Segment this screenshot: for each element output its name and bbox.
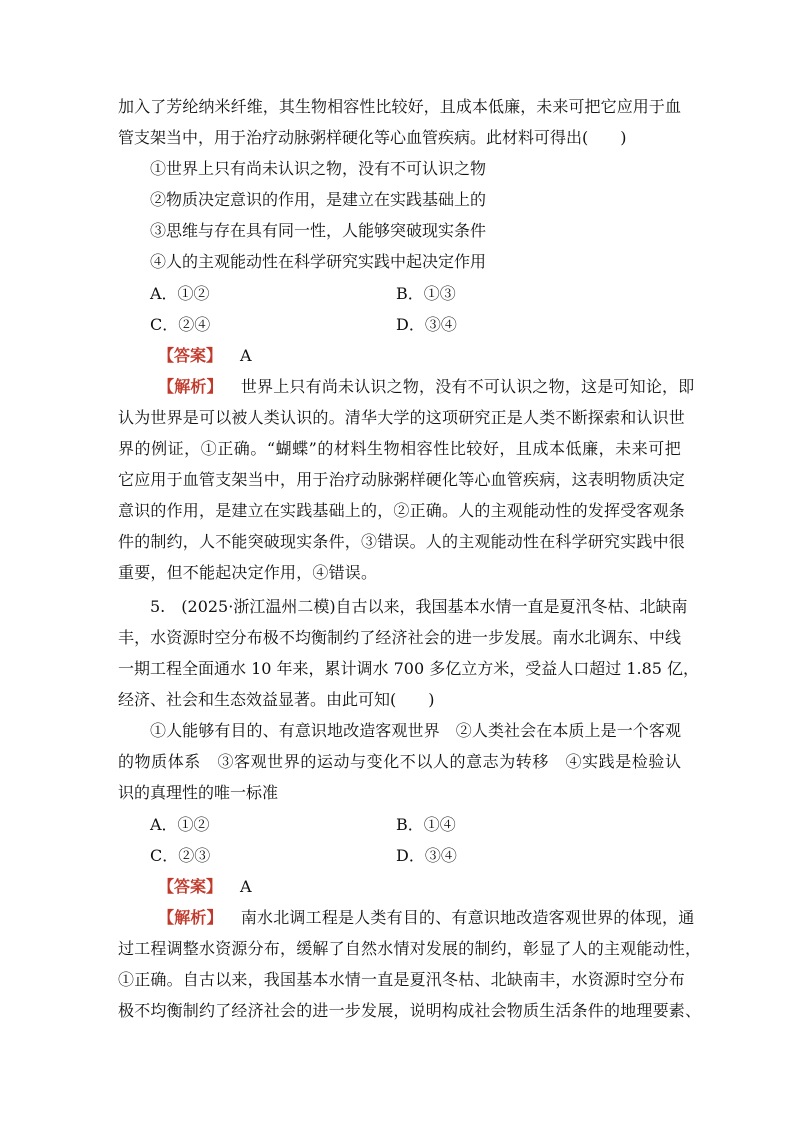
q4-option-a: A．①② [150, 284, 210, 303]
q5-explanation-tag: 【解析】 [158, 908, 223, 927]
q4-option-b: B．①③ [396, 284, 456, 303]
q5-option-b: B．①④ [396, 815, 456, 834]
q4-stem-line-2: 管支架当中，用于治疗动脉粥样硬化等心血管疾病。此材料可得出( ) [118, 128, 627, 147]
q4-answer-tag: 【答案】 [158, 346, 223, 365]
q5-explanation-line-1 [158, 908, 695, 928]
q4-answer [158, 346, 252, 366]
q5-option-c: C．②③ [150, 846, 211, 865]
q4-answer-value: A [240, 346, 252, 365]
q4-explanation-line-3: 界的例证，①正确。“蝴蝶”的材料生物相容性比较好，且成本低廉，未来可把 [118, 439, 681, 458]
q5-statements-line-1: ①人能够有目的、有意识地改造客观世界 ②人类社会在本质上是一个客观 [150, 721, 681, 740]
q4-explanation-tag: 【解析】 [158, 377, 223, 396]
q5-option-d: D．③④ [396, 846, 457, 865]
q4-explanation-line-7: 重要，但不能起决定作用，④错误。 [118, 563, 378, 582]
q5-answer-tag: 【答案】 [158, 877, 223, 896]
q5-option-a: A．①② [150, 815, 210, 834]
q4-explanation-line-5: 意识的作用，是建立在实践基础上的，②正确。人的主观能动性的发挥受客观条 [118, 501, 686, 520]
q4-statement-1: ①世界上只有尚未认识之物，没有不可认识之物 [150, 159, 487, 178]
q5-statements-line-3: 识的真理性的唯一标准 [118, 783, 279, 802]
q5-stem-line-1: 5. (2025·浙江温州二模)自古以来，我国基本水情一直是夏汛冬枯、北缺南 [150, 597, 688, 616]
q4-statement-4: ④人的主观能动性在科学研究实践中起决定作用 [150, 252, 487, 271]
q5-stem-line-3: 一期工程全面通水 10 年来，累计调水 700 多亿立方米，受益人口超过 1.85 亿， [118, 659, 700, 678]
q4-explanation-line-6: 件的制约，人不能突破现实条件，③错误。人的主观能动性在科学研究实践中很 [118, 532, 686, 551]
q5-answer-value: A [240, 877, 252, 896]
q5-explanation-line-3: ①正确。自古以来，我国基本水情一直是夏汛冬枯、北缺南丰，水资源时空分布 [118, 970, 686, 989]
q5-statements-line-2: 的物质体系 ③客观世界的运动与变化不以人的意志为转移 ④实践是检验认 [118, 752, 681, 771]
q4-explanation-line-2: 认为世界是可以被人类认识的。清华大学的这项研究正是人类不断探索和认识世 [118, 408, 686, 427]
q4-stem-line-1: 加入了芳纶纳米纤维，其生物相容性比较好，且成本低廉，未来可把它应用于血 [118, 97, 681, 116]
q4-option-d: D．③④ [396, 315, 457, 334]
q5-explanation-line-4: 极不均衡制约了经济社会的进一步发展，说明构成社会物质生活条件的地理要素、 [118, 1001, 702, 1020]
q5-explanation-text-1: 南水北调工程是人类有目的、有意识地改造客观世界的体现，通 [240, 908, 695, 927]
q4-option-c: C．②④ [150, 315, 211, 334]
q4-explanation-text-1: 世界上只有尚未认识之物，没有不可认识之物，这是可知论，即 [240, 377, 695, 396]
q4-statement-2: ②物质决定意识的作用，是建立在实践基础上的 [150, 190, 487, 209]
q4-explanation-line-1 [158, 377, 695, 397]
q4-statement-3: ③思维与存在具有同一性，人能够突破现实条件 [150, 221, 487, 240]
q5-answer [158, 877, 252, 897]
q5-explanation-line-2: 过工程调整水资源分布，缓解了自然水情对发展的制约，彰显了人的主观能动性， [118, 939, 702, 958]
q4-explanation-line-4: 它应用于血管支架当中，用于治疗动脉粥样硬化等心血管疾病，这表明物质决定 [118, 470, 686, 489]
q5-stem-line-4: 经济、社会和生态效益显著。由此可知( ) [118, 690, 435, 709]
q5-stem-line-2: 丰，水资源时空分布极不均衡制约了经济社会的进一步发展。南水北调东、中线 [118, 628, 681, 647]
